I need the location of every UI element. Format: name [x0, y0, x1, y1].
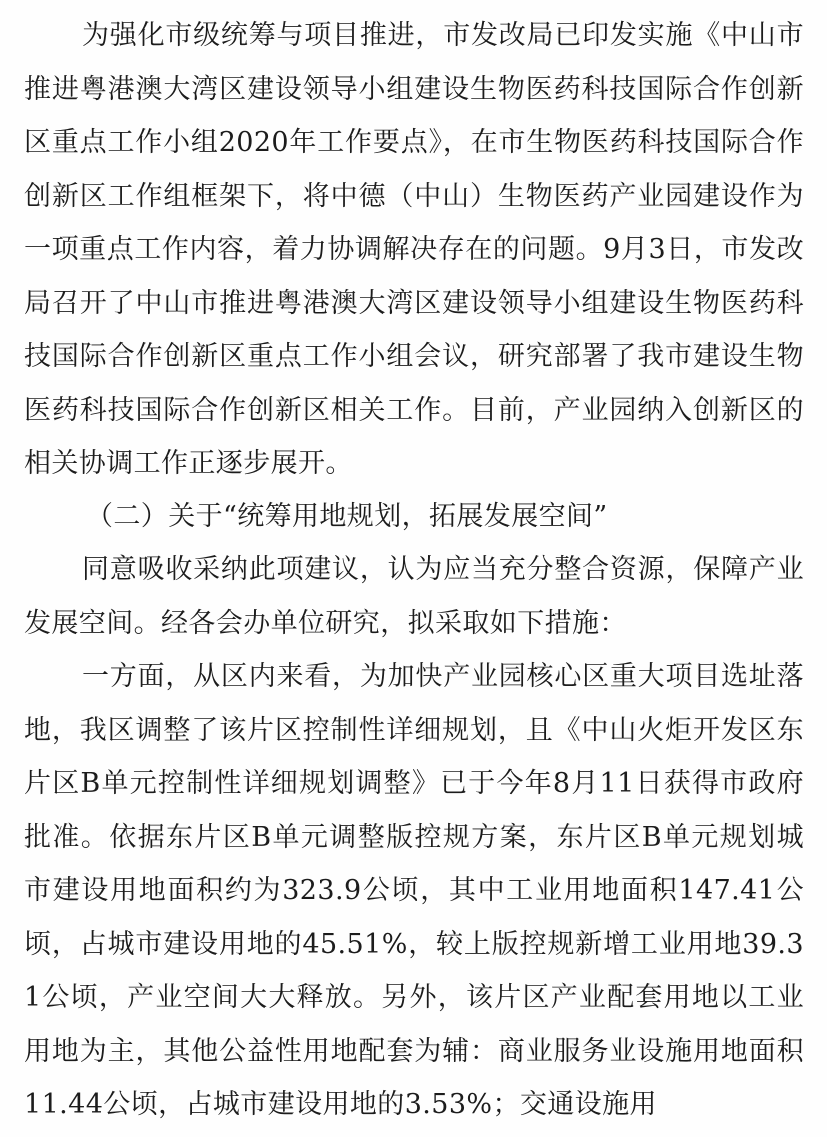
paragraph-district-planning: 一方面，从区内来看，为加快产业园核心区重大项目选址落地，我区调整了该片区控制性详细规划，且《中山火炬开发区东片区B单元控制性详细规划调整》已于今年8月11日获得市政府批准。依据东片区B单元调整版控规方案，东片区B单元规划城市建设用地面积约为323.9公顷，其中工业用地面积147.41公顷，占城市建设用地的45.51%，较上版控规新增工业用地39.31公顷，产业空间大大释放。另外，该片区产业配套用地以工业用地为主，其他公益性用地配套为辅：商业服务业设施用地面积11.44公顷，占城市建设用地的3.53%；交通设施用 — [24, 661, 804, 1120]
section-heading-land-planning: （二）关于“统筹用地规划，拓展发展空间” — [86, 501, 608, 532]
paragraph-adopt-suggestion: 同意吸收采纳此项建议，认为应当充分整合资源，保障产业发展空间。经各会办单位研究，拟采取如下措施： — [24, 554, 804, 639]
paragraph-coordination: 为强化市级统筹与项目推进，市发改局已印发实施《中山市推进粤港澳大湾区建设领导小组建设生物医药科技国际合作创新区重点工作小组2020年工作要点》，在市生物医药科技国际合作创新区工作组框架下，将中德（中山）生物医药产业园建设作为一项重点工作内容，着力协调解决存在的问题。9月3日，市发改局召开了中山市推进粤港澳大湾区建设领导小组建设生物医药科技国际合作创新区重点工作小组会议，研究部署了我市建设生物医药科技国际合作创新区相关工作。目前，产业园纳入创新区的相关协调工作正逐步展开。 — [24, 20, 804, 479]
